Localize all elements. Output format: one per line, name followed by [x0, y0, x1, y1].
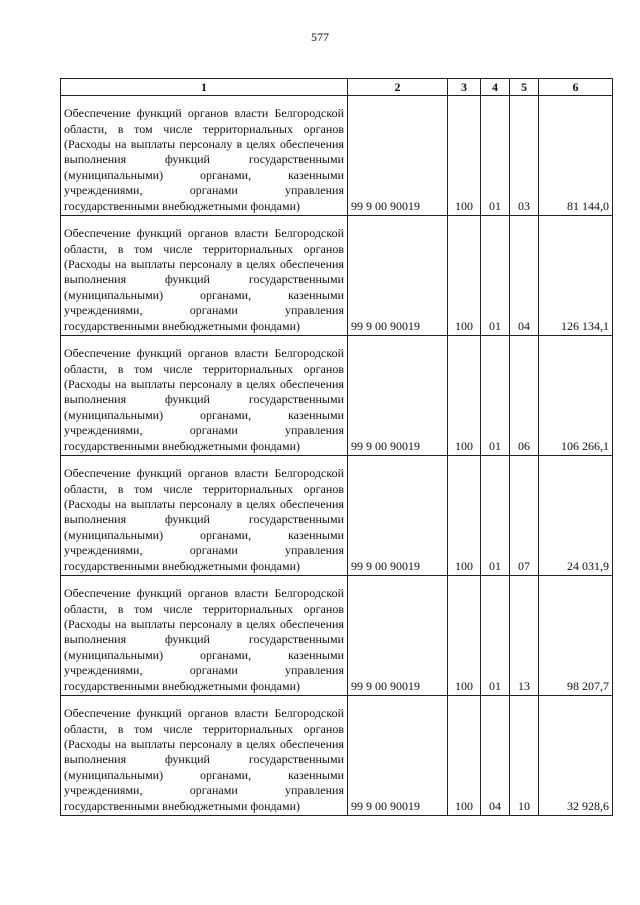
row-amount: 32 928,6 — [539, 696, 613, 816]
row-section: 01 — [481, 456, 510, 576]
row-target-code: 99 9 00 90019 — [348, 216, 448, 336]
page-number: 577 — [311, 30, 329, 44]
row-expense-type: 100 — [448, 216, 481, 336]
table-header-row — [61, 79, 613, 96]
row-subsection: 07 — [510, 456, 539, 576]
row-section: 01 — [481, 576, 510, 696]
row-target-code: 99 9 00 90019 — [348, 336, 448, 456]
row-target-code: 99 9 00 90019 — [348, 456, 448, 576]
row-amount: 106 266,1 — [539, 336, 613, 456]
row-subsection: 10 — [510, 696, 539, 816]
row-expense-type: 100 — [448, 696, 481, 816]
row-subsection: 03 — [510, 96, 539, 216]
row-amount: 24 031,9 — [539, 456, 613, 576]
row-description: Обеспечение функций органов власти Белгородской области, в том числе территориальных органов (Расходы на выплаты персоналу в целях обеспечения выполнения функций государственными (муниципальными) органами, казенными учреждениями, органами управления государственными внебюджетными фондами) — [61, 96, 348, 216]
row-section: 04 — [481, 696, 510, 816]
budget-table — [60, 78, 613, 816]
row-target-code: 99 9 00 90019 — [348, 696, 448, 816]
row-expense-type: 100 — [448, 96, 481, 216]
column-header-2: 2 — [348, 79, 448, 96]
column-header-4: 4 — [481, 79, 510, 96]
table-row — [61, 696, 613, 816]
column-header-6: 6 — [539, 79, 613, 96]
row-section: 01 — [481, 216, 510, 336]
row-description: Обеспечение функций органов власти Белгородской области, в том числе территориальных органов (Расходы на выплаты персоналу в целях обеспечения выполнения функций государственными (муниципальными) органами, казенными учреждениями, органами управления государственными внебюджетными фондами) — [61, 216, 348, 336]
row-section: 01 — [481, 96, 510, 216]
row-target-code: 99 9 00 90019 — [348, 96, 448, 216]
table-row — [61, 336, 613, 456]
table-row — [61, 96, 613, 216]
row-amount: 98 207,7 — [539, 576, 613, 696]
row-expense-type: 100 — [448, 576, 481, 696]
row-amount: 81 144,0 — [539, 96, 613, 216]
table-row — [61, 576, 613, 696]
row-description: Обеспечение функций органов власти Белгородской области, в том числе территориальных органов (Расходы на выплаты персоналу в целях обеспечения выполнения функций государственными (муниципальными) органами, казенными учреждениями, органами управления государственными внебюджетными фондами) — [61, 336, 348, 456]
row-description: Обеспечение функций органов власти Белгородской области, в том числе территориальных органов (Расходы на выплаты персоналу в целях обеспечения выполнения функций государственными (муниципальными) органами, казенными учреждениями, органами управления государственными внебюджетными фондами) — [61, 696, 348, 816]
column-header-3: 3 — [448, 79, 481, 96]
row-section: 01 — [481, 336, 510, 456]
row-description: Обеспечение функций органов власти Белгородской области, в том числе территориальных органов (Расходы на выплаты персоналу в целях обеспечения выполнения функций государственными (муниципальными) органами, казенными учреждениями, органами управления государственными внебюджетными фондами) — [61, 456, 348, 576]
table-row — [61, 216, 613, 336]
row-subsection: 06 — [510, 336, 539, 456]
row-target-code: 99 9 00 90019 — [348, 576, 448, 696]
row-expense-type: 100 — [448, 456, 481, 576]
row-expense-type: 100 — [448, 336, 481, 456]
row-subsection: 13 — [510, 576, 539, 696]
row-amount: 126 134,1 — [539, 216, 613, 336]
row-subsection: 04 — [510, 216, 539, 336]
row-description: Обеспечение функций органов власти Белгородской области, в том числе территориальных органов (Расходы на выплаты персоналу в целях обеспечения выполнения функций государственными (муниципальными) органами, казенными учреждениями, органами управления государственными внебюджетными фондами) — [61, 576, 348, 696]
column-header-1: 1 — [61, 79, 348, 96]
table-row — [61, 456, 613, 576]
column-header-5: 5 — [510, 79, 539, 96]
